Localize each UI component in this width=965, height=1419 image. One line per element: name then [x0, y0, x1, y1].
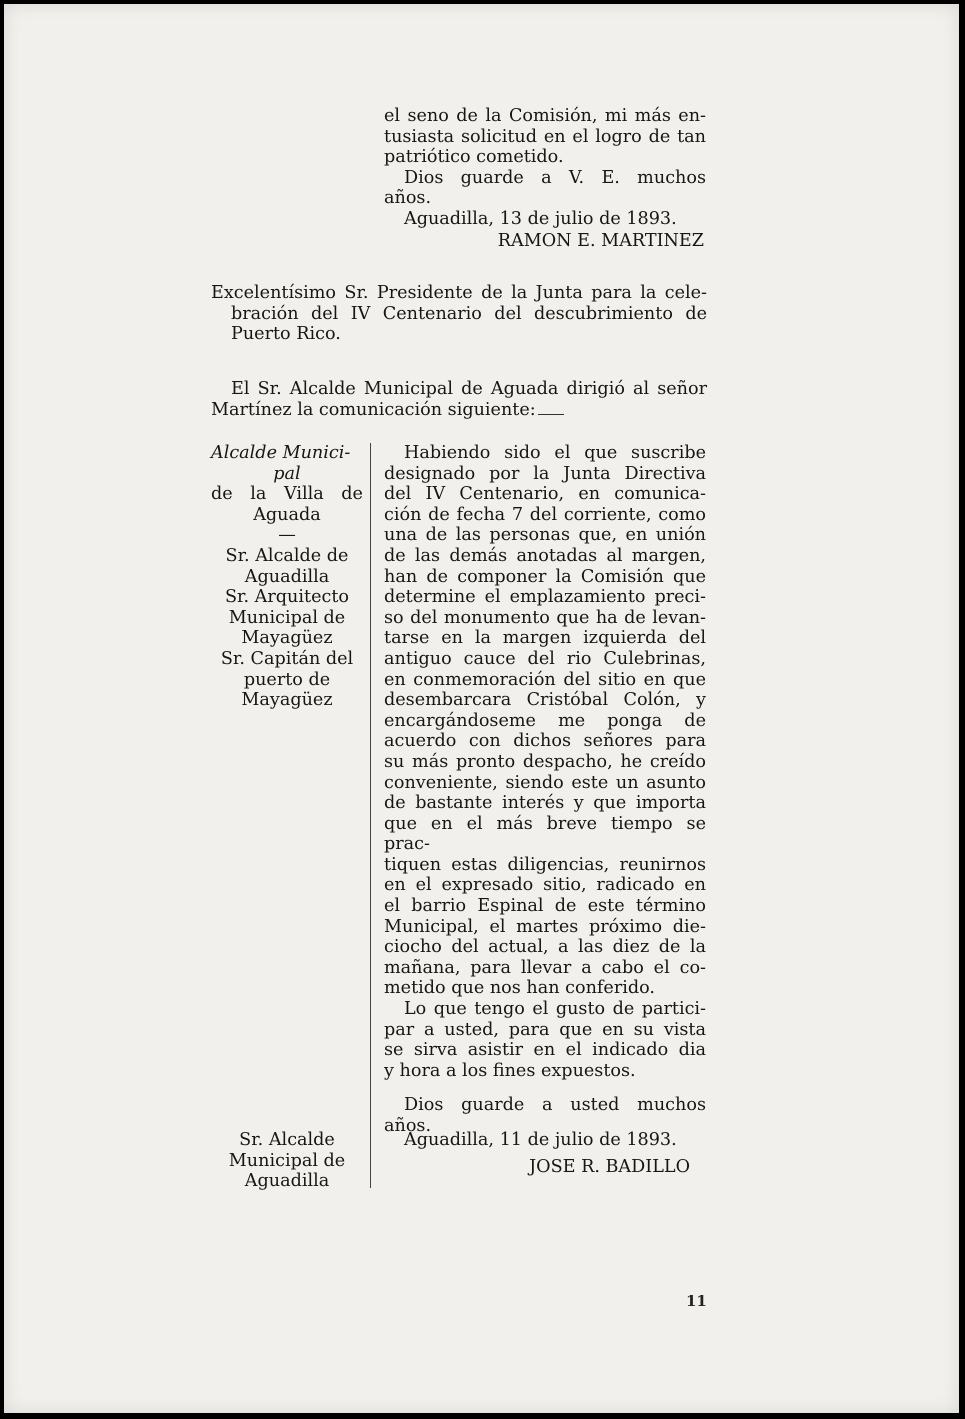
margin-recipient: Municipal de — [228, 607, 346, 628]
text-line: so del monumento que ha de levan- — [384, 607, 706, 628]
closing-line: Dios guarde a usted muchos — [404, 1095, 706, 1116]
text-line: tiquen estas diligencias, reunirnos — [384, 854, 706, 875]
text-line: el barrio Espinal de este término — [384, 896, 706, 917]
text-line: el seno de la Comisión, mi más en- — [384, 106, 706, 126]
text-line-content: Martínez la comunicación siguiente: — [211, 399, 536, 420]
text-line: del IV Centenario, en comunica- — [384, 484, 706, 505]
margin-word: Alcalde Munici- — [211, 443, 351, 463]
text-line: ción de fecha 7 del corriente, como — [384, 504, 706, 525]
text-line: tarse en la margen izquierda del — [384, 628, 706, 649]
margin-recipient: Aguadilla — [244, 566, 330, 587]
text-line: una de las personas que, en unión — [384, 525, 706, 546]
margin-word: la — [250, 484, 267, 505]
margin-word: de — [341, 484, 363, 505]
margin-recipient: Mayagüez — [241, 690, 333, 711]
margin-header-line — [211, 484, 363, 505]
text-line: metido que nos han conferido. — [384, 978, 656, 999]
text-line: El Sr. Alcalde Municipal de Aguada dirigió al señor — [231, 379, 707, 399]
letter-paragraph-2 — [384, 999, 706, 1081]
text-line: Lo que tengo el gusto de partici- — [404, 999, 706, 1020]
margin-recipient: Sr. Arquitecto — [224, 587, 350, 608]
letter-date-signature — [384, 1130, 706, 1177]
letter-date: Aguadilla, 13 de julio de 1893. — [404, 208, 677, 229]
addressee-line: Sr. Alcalde — [239, 1130, 335, 1150]
letter-date: Aguadilla, 11 de julio de 1893. — [404, 1130, 677, 1150]
margin-word: Villa — [283, 484, 324, 505]
margin-header-line: pal — [273, 463, 301, 484]
text-line: han de componer la Comisión que — [384, 566, 706, 587]
intro-paragraph — [211, 379, 707, 420]
text-line: Habiendo sido el que suscribe — [404, 443, 706, 463]
column-divider — [370, 443, 371, 1188]
text-line: acuerdo con dichos señores para — [384, 731, 706, 752]
signature: JOSE R. BADILLO — [529, 1156, 690, 1177]
recipient-address — [211, 283, 707, 345]
closing-line: años. — [384, 188, 432, 209]
addressee-line: Municipal de — [228, 1150, 346, 1171]
margin-recipient: Mayagüez — [241, 628, 333, 649]
margin-divider: — — [278, 525, 296, 546]
letter-closing-martinez — [384, 106, 706, 251]
text-line: de las demás anotadas al margen, — [384, 545, 706, 566]
margin-header-line: Aguada — [253, 504, 321, 525]
page-number: 11 — [686, 1292, 707, 1310]
margin-recipient: puerto de — [243, 669, 331, 690]
text-line: tusiasta solicitud en el logro de tan — [384, 126, 706, 147]
margin-word: de — [211, 484, 233, 505]
text-line: se sirva asistir en el indicado dia — [384, 1040, 706, 1061]
text-line: que en el más breve tiempo se prac- — [384, 813, 706, 855]
margin-recipient: Sr. Alcalde de — [225, 545, 349, 566]
letter-paragraph-1 — [384, 443, 706, 999]
text-line: patriótico cometido. — [384, 147, 564, 168]
spacer — [384, 1081, 706, 1095]
text-line: par a usted, para que en su vista — [384, 1019, 706, 1040]
closing-line: Dios guarde a V. E. muchos — [404, 167, 706, 188]
text-line: antiguo cauce del rio Culebrinas, — [384, 648, 706, 669]
signature: RAMON E. MARTINEZ — [497, 230, 704, 251]
text-line: conveniente, siendo este un asunto — [384, 772, 706, 793]
text-line: de bastante interés y que importa — [384, 793, 706, 814]
margin-addressee — [211, 1130, 363, 1192]
text-line: Municipal, el martes próximo die- — [384, 916, 706, 937]
text-line: mañana, para llevar a cabo el co- — [384, 957, 706, 978]
text-line: designado por la Junta Directiva — [384, 463, 706, 484]
text-line: Excelentísimo Sr. Presidente de la Junta para la cele- — [211, 283, 707, 303]
text-line: encargándoseme me ponga de — [384, 710, 706, 731]
text-line: ciocho del actual, a las diez de la — [384, 937, 706, 958]
text-line: y hora a los fines expuestos. — [384, 1060, 636, 1081]
letter-body-badillo — [384, 443, 706, 1137]
margin-recipient: Sr. Capitán del — [220, 648, 354, 669]
text-line: desembarcara Cristóbal Colón, y — [384, 690, 706, 711]
text-line: en conmemoración del sitio en que — [384, 669, 706, 690]
underline-mark — [538, 414, 564, 415]
margin-column — [211, 443, 363, 711]
text-line: Puerto Rico. — [231, 324, 341, 345]
text-line — [211, 400, 707, 421]
text-line: determine el emplazamiento preci- — [384, 587, 706, 608]
text-line: su más pronto despacho, he creído — [384, 751, 706, 772]
text-line: bración del IV Centenario del descubrimiento de — [231, 303, 707, 324]
closing-line: años. — [384, 1116, 432, 1136]
margin-header-line — [211, 443, 363, 464]
addressee-line: Aguadilla — [244, 1171, 330, 1192]
text-line: en el expresado sitio, radicado en — [384, 875, 706, 896]
